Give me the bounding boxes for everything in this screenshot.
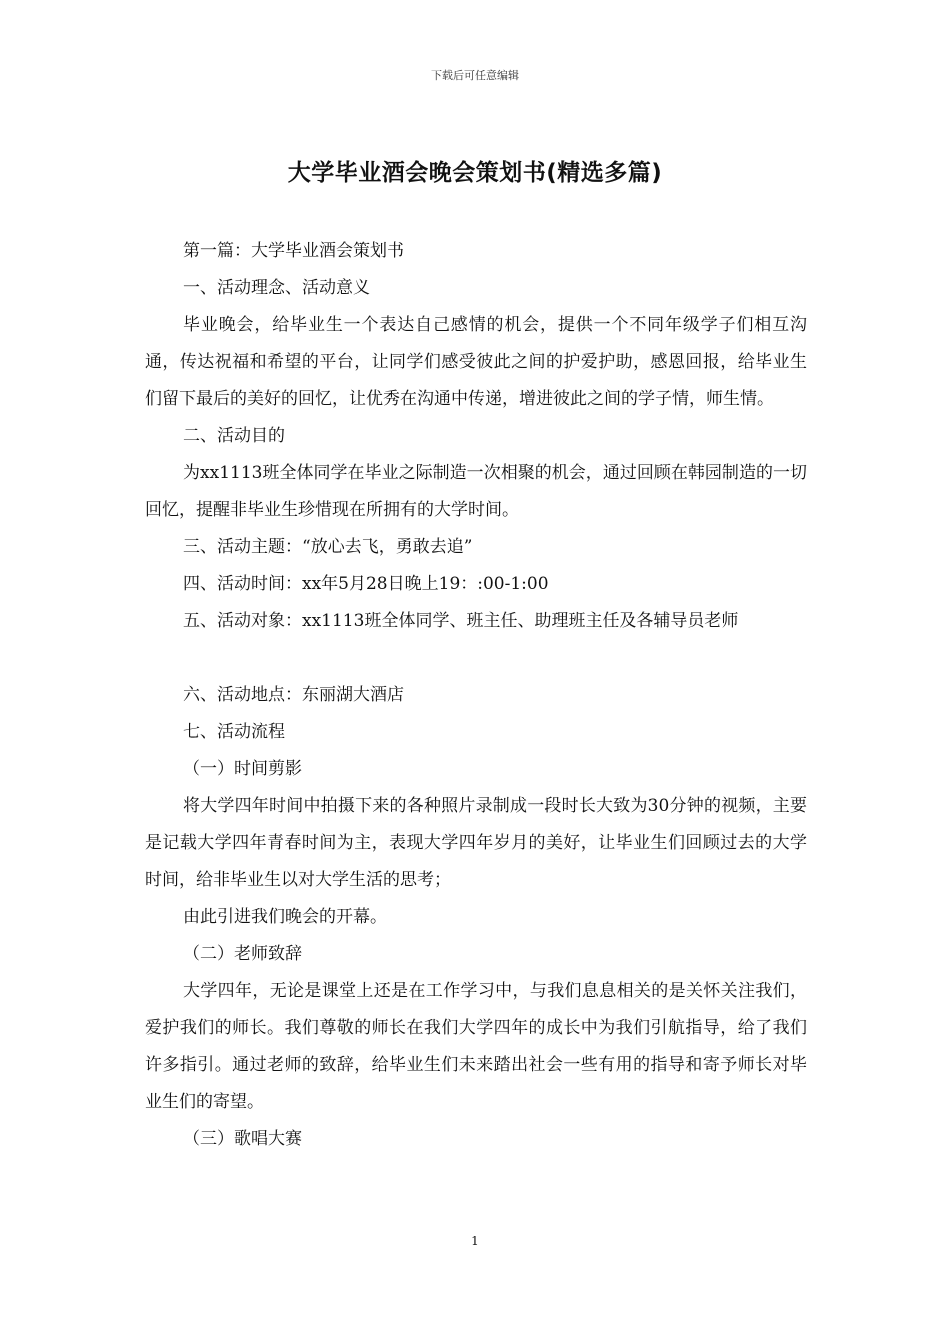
blank-line	[145, 640, 807, 677]
paragraph-audience: 五、活动对象：xx1113班全体同学、班主任、助理班主任及各辅导员老师	[183, 611, 739, 631]
paragraph-theme: 三、活动主题：“放心去飞，勇敢去追”	[183, 537, 473, 557]
section-heading-purpose: 二、活动目的	[183, 426, 285, 446]
page-header: 下载后可任意编辑	[431, 69, 519, 82]
section-heading-first-article: 第一篇：大学毕业酒会策划书	[183, 241, 404, 261]
paragraph-time: 四、活动时间：xx年5月28日晚上19：:00-1:00	[183, 574, 549, 594]
paragraph-location: 六、活动地点：东丽湖大酒店	[183, 685, 404, 705]
paragraph-teacher-body: 大学四年，无论是课堂上还是在工作学习中，与我们息息相关的是关怀关注我们，爱护我们的师长。我们尊敬的师长在我们大学四年的成长中为我们引航指导，给了我们许多指引。通过老师的致辞，给毕业生们未来踏出社会一些有用的指导和寄予师长对毕业生们的寄望。	[145, 981, 807, 1112]
page-number: 1	[471, 1234, 479, 1248]
paragraph-concept-body: 毕业晚会，给毕业生一个表达自己感情的机会，提供一个不同年级学子们相互沟通，传达祝福和希望的平台，让同学们感受彼此之间的护爱护助，感恩回报，给毕业生们留下最后的美好的回忆，让优秀在沟通中传递，增进彼此之间的学子情，师生情。	[145, 315, 807, 409]
document-title: 大学毕业酒会晚会策划书(精选多篇)	[287, 160, 663, 186]
section-heading-process: 七、活动流程	[183, 722, 285, 742]
paragraph-video-body: 将大学四年时间中拍摄下来的各种照片录制成一段时长大致为30分钟的视频，主要是记载大学四年青春时间为主，表现大学四年岁月的美好，让毕业生们回顾过去的大学时间，给非毕业生以对大学生活的思考；	[145, 796, 807, 890]
paragraph-purpose-body: 为xx1113班全体同学在毕业之际制造一次相聚的机会，通过回顾在韩园制造的一切回忆，提醒非毕业生珍惜现在所拥有的大学时间。	[145, 463, 807, 520]
subheading-singing-contest: （三）歌唱大赛	[183, 1129, 302, 1149]
paragraph-opening: 由此引进我们晚会的开幕。	[183, 907, 387, 927]
subheading-teacher-speech: （二）老师致辞	[183, 944, 302, 964]
section-heading-concept: 一、活动理念、活动意义	[183, 278, 370, 298]
document-body	[145, 233, 807, 1158]
subheading-time-silhouette: （一）时间剪影	[183, 759, 302, 779]
